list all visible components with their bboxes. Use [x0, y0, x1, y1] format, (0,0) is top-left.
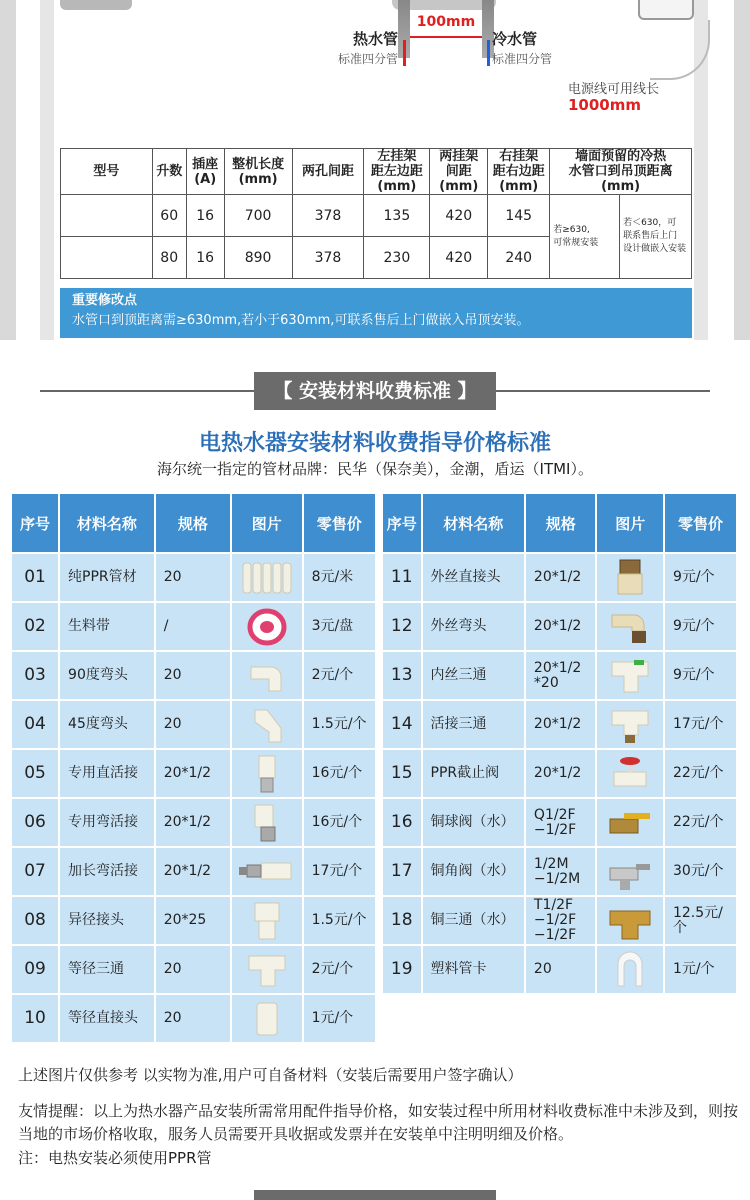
price-cell-spec: 20*25	[156, 897, 230, 944]
price-cell-image	[597, 897, 662, 944]
price-cell-no: 09	[12, 946, 58, 993]
spec-header-left: 左挂架 距左边距 (mm)	[364, 149, 430, 195]
header-name: 材料名称	[60, 494, 154, 552]
price-row	[383, 750, 736, 797]
footer-note-reminder: 友情提醒：以上为热水器产品安装所需常用配件指导价格，如安装过程中所用材料收费标准中未涉及到，则按当地的市场价格收取，服务人员需要开具收据或发票并在安装单中注明明细及价格。	[18, 1102, 739, 1143]
price-cell-no: 14	[383, 701, 421, 748]
price-cell-price: 12.5元/个	[665, 897, 736, 944]
price-row	[383, 799, 736, 846]
spec-note-b: 若＜630，可 联系售后上门 设计做嵌入安装	[620, 195, 692, 279]
price-cell-price: 22元/个	[665, 799, 736, 846]
price-cell-name: 纯PPR管材	[60, 554, 154, 601]
pipe-clip-icon	[597, 950, 662, 990]
price-cell-image	[597, 652, 662, 699]
price-cell-spec: 20*1/2	[526, 554, 596, 601]
wall-right	[734, 0, 750, 340]
header-image: 图片	[597, 494, 662, 552]
price-cell-price: 3元/盘	[304, 603, 375, 650]
spec-header-right: 右挂架 距右边距 (mm)	[488, 149, 550, 195]
price-cell-spec: 20*1/2	[156, 848, 230, 895]
price-cell-price: 2元/个	[304, 652, 375, 699]
price-cell-price: 1.5元/个	[304, 701, 375, 748]
brand-line: 海尔统一指定的管材品牌：民华（保奈美），金潮，盾运（ITMI）。	[157, 460, 593, 478]
spec-cell-model	[61, 195, 153, 237]
price-cell-name: 活接三通	[423, 701, 524, 748]
header-spec: 规格	[156, 494, 230, 552]
installation-diagram	[0, 0, 750, 340]
price-row	[383, 897, 736, 944]
divider-right	[496, 390, 710, 392]
spec-header-model: 型号	[61, 149, 153, 195]
price-cell-spec: 20	[156, 554, 230, 601]
spec-cell-socket: 16	[186, 237, 224, 279]
union-tee-icon	[597, 705, 662, 745]
header-price: 零售价	[304, 494, 375, 552]
heater-body	[60, 0, 132, 10]
price-cell-no: 19	[383, 946, 421, 993]
price-cell-price: 9元/个	[665, 652, 736, 699]
reducer-icon	[232, 901, 302, 941]
hot-pipe-marker	[403, 40, 406, 66]
price-cell-image	[232, 652, 302, 699]
price-cell-name: 加长弯活接	[60, 848, 154, 895]
price-cell-price: 16元/个	[304, 799, 375, 846]
spec-cell-model	[61, 237, 153, 279]
price-cell-image	[597, 603, 662, 650]
price-cell-image	[597, 701, 662, 748]
price-cell-name: 专用弯活接	[60, 799, 154, 846]
header-name: 材料名称	[423, 494, 524, 552]
price-row	[12, 701, 375, 748]
price-cell-price: 2元/个	[304, 946, 375, 993]
brass-tee-icon	[597, 901, 662, 941]
divider-left	[40, 390, 254, 392]
header-image: 图片	[232, 494, 302, 552]
price-cell-name: 专用直活接	[60, 750, 154, 797]
price-cell-spec: 20	[526, 946, 596, 993]
spec-cell-holes: 378	[292, 195, 364, 237]
spec-cell-liters: 80	[152, 237, 186, 279]
price-cell-spec: 20	[156, 946, 230, 993]
price-header-row	[12, 494, 375, 552]
price-cell-image	[232, 799, 302, 846]
price-cell-name: 外丝直接头	[423, 554, 524, 601]
elbow-45-icon	[232, 706, 302, 744]
spec-cell-length: 700	[224, 195, 292, 237]
price-row	[12, 750, 375, 797]
price-cell-name: 45度弯头	[60, 701, 154, 748]
price-cell-price: 1.5元/个	[304, 897, 375, 944]
price-cell-spec: 20*1/2	[156, 799, 230, 846]
price-cell-price: 16元/个	[304, 750, 375, 797]
ppr-pipes-icon	[232, 559, 302, 597]
spec-cell-length: 890	[224, 237, 292, 279]
price-cell-price: 8元/米	[304, 554, 375, 601]
price-row	[12, 799, 375, 846]
cold-pipe-marker	[487, 40, 490, 66]
footer-note-ppr: 注：电热安装必须使用PPR管	[18, 1149, 212, 1167]
male-elbow-icon	[597, 607, 662, 647]
spec-cell-holes: 378	[292, 237, 364, 279]
spec-cell-right: 145	[488, 195, 550, 237]
spec-table	[60, 148, 692, 279]
price-cell-name: 等径三通	[60, 946, 154, 993]
spec-cell-left: 135	[364, 195, 430, 237]
price-cell-spec: 20	[156, 995, 230, 1042]
price-cell-image	[232, 995, 302, 1042]
price-cell-spec: 1/2M −1/2M	[526, 848, 596, 895]
price-row	[12, 848, 375, 895]
important-notice	[60, 288, 692, 338]
price-cell-price: 17元/个	[304, 848, 375, 895]
price-row	[383, 652, 736, 699]
header-spec: 规格	[526, 494, 596, 552]
price-cell-spec: 20*1/2 *20	[526, 652, 596, 699]
price-row	[12, 554, 375, 601]
spec-cell-between: 420	[430, 237, 488, 279]
wall-inner-left	[40, 0, 54, 340]
price-cell-no: 04	[12, 701, 58, 748]
cold-pipe-sublabel: 标准四分管	[492, 52, 553, 66]
price-cell-name: 等径直接头	[60, 995, 154, 1042]
price-cell-no: 15	[383, 750, 421, 797]
price-cell-no: 06	[12, 799, 58, 846]
price-cell-no: 07	[12, 848, 58, 895]
price-table-right	[381, 492, 738, 995]
spec-header-between: 两挂架 间距 (mm)	[430, 149, 488, 195]
price-cell-name: PPR截止阀	[423, 750, 524, 797]
price-cell-spec: 20*1/2	[526, 701, 596, 748]
spec-header-length: 整机长度 (mm)	[224, 149, 292, 195]
price-cell-image	[597, 848, 662, 895]
cold-pipe-label: 冷水管	[492, 30, 538, 48]
price-cell-price: 9元/个	[665, 603, 736, 650]
equal-tee-icon	[232, 950, 302, 990]
price-cell-name: 铜角阀（水）	[423, 848, 524, 895]
price-row	[12, 897, 375, 944]
price-cell-no: 01	[12, 554, 58, 601]
spec-note-a: 若≥630, 可常规安装	[550, 195, 620, 279]
price-cell-spec: /	[156, 603, 230, 650]
ball-valve-icon	[597, 803, 662, 843]
price-cell-image	[597, 554, 662, 601]
price-cell-name: 塑料管卡	[423, 946, 524, 993]
price-cell-name: 铜三通（水）	[423, 897, 524, 944]
elbow-90-icon	[232, 657, 302, 695]
spec-cell-liters: 60	[152, 195, 186, 237]
elbow-union-icon	[232, 803, 302, 843]
price-cell-name: 90度弯头	[60, 652, 154, 699]
price-header-row	[383, 494, 736, 552]
price-cell-price: 9元/个	[665, 554, 736, 601]
price-cell-no: 05	[12, 750, 58, 797]
price-cell-price: 1元/个	[665, 946, 736, 993]
price-cell-no: 12	[383, 603, 421, 650]
price-cell-price: 30元/个	[665, 848, 736, 895]
power-cable-label: 电源线可用线长	[568, 82, 660, 97]
price-cell-no: 03	[12, 652, 58, 699]
price-cell-no: 18	[383, 897, 421, 944]
spec-row	[61, 195, 692, 237]
price-cell-spec: 20*1/2	[526, 603, 596, 650]
straight-coupling-icon	[232, 999, 302, 1039]
price-cell-spec: 20	[156, 652, 230, 699]
price-row	[383, 848, 736, 895]
price-row	[383, 603, 736, 650]
hot-pipe-label: 热水管	[352, 30, 398, 48]
price-cell-no: 11	[383, 554, 421, 601]
price-row	[12, 946, 375, 993]
spec-header-socket: 插座 (A)	[186, 149, 224, 195]
price-cell-image	[597, 946, 662, 993]
price-cell-image	[232, 897, 302, 944]
price-cell-image	[232, 848, 302, 895]
spec-header-liters: 升数	[152, 149, 186, 195]
price-cell-image	[232, 946, 302, 993]
price-cell-price: 1元/个	[304, 995, 375, 1042]
price-cell-price: 17元/个	[665, 701, 736, 748]
spec-header-holes: 两孔间距	[292, 149, 364, 195]
price-cell-name: 生料带	[60, 603, 154, 650]
wall-left	[0, 0, 16, 340]
price-cell-image	[597, 799, 662, 846]
price-cell-image	[232, 603, 302, 650]
ptfe-tape-icon	[232, 608, 302, 646]
spec-cell-right: 240	[488, 237, 550, 279]
price-cell-image	[232, 554, 302, 601]
price-row	[12, 652, 375, 699]
spec-header-row	[61, 149, 692, 195]
header-no: 序号	[12, 494, 58, 552]
power-socket-icon	[638, 0, 694, 20]
header-no: 序号	[383, 494, 421, 552]
hot-pipe-sublabel: 标准四分管	[337, 52, 398, 66]
notice-title: 重要修改点	[72, 293, 138, 308]
price-cell-spec: T1/2F −1/2F −1/2F	[526, 897, 596, 944]
section-title: 电热水器安装材料收费指导价格标准	[198, 431, 551, 456]
price-cell-image	[232, 701, 302, 748]
price-cell-no: 10	[12, 995, 58, 1042]
female-tee-icon	[597, 656, 662, 696]
price-cell-price: 22元/个	[665, 750, 736, 797]
price-cell-image	[232, 750, 302, 797]
price-row	[383, 554, 736, 601]
spec-cell-left: 230	[364, 237, 430, 279]
price-cell-name: 外丝弯头	[423, 603, 524, 650]
price-cell-no: 13	[383, 652, 421, 699]
section-banner: 【 安装材料收费标准 】	[254, 372, 496, 410]
price-cell-no: 17	[383, 848, 421, 895]
angle-valve-icon	[597, 852, 662, 892]
price-row	[383, 946, 736, 993]
spec-header-ceiling: 墙面预留的冷热 水管口到吊顶距离 (mm)	[550, 149, 692, 195]
next-section-banner	[254, 1190, 496, 1200]
price-cell-spec: 20*1/2	[156, 750, 230, 797]
gap-dimension-line	[410, 36, 482, 38]
notice-content: 水管口到顶距离需≥630mm,若小于630mm,可联系售后上门做嵌入吊顶安装。	[72, 313, 530, 328]
price-cell-spec: Q1/2F −1/2F	[526, 799, 596, 846]
male-coupling-icon	[597, 558, 662, 598]
stop-valve-icon	[597, 754, 662, 794]
power-cable-value: 1000mm	[568, 96, 642, 114]
price-cell-name: 内丝三通	[423, 652, 524, 699]
price-cell-spec: 20*1/2	[526, 750, 596, 797]
price-row	[12, 995, 375, 1042]
price-cell-name: 异径接头	[60, 897, 154, 944]
straight-union-icon	[232, 754, 302, 794]
price-cell-no: 08	[12, 897, 58, 944]
price-row	[12, 603, 375, 650]
header-price: 零售价	[665, 494, 736, 552]
footer-note-reference: 上述图片仅供参考 以实物为准,用户可自备材料（安装后需要用户签字确认）	[18, 1066, 523, 1084]
price-cell-name: 铜球阀（水）	[423, 799, 524, 846]
long-elbow-union-icon	[232, 853, 302, 891]
price-cell-no: 02	[12, 603, 58, 650]
price-table-left	[10, 492, 377, 1044]
price-cell-no: 16	[383, 799, 421, 846]
price-cell-spec: 20	[156, 701, 230, 748]
gap-dimension-label: 100mm	[416, 14, 476, 30]
price-row	[383, 701, 736, 748]
spec-cell-between: 420	[430, 195, 488, 237]
price-cell-image	[597, 750, 662, 797]
spec-cell-socket: 16	[186, 195, 224, 237]
